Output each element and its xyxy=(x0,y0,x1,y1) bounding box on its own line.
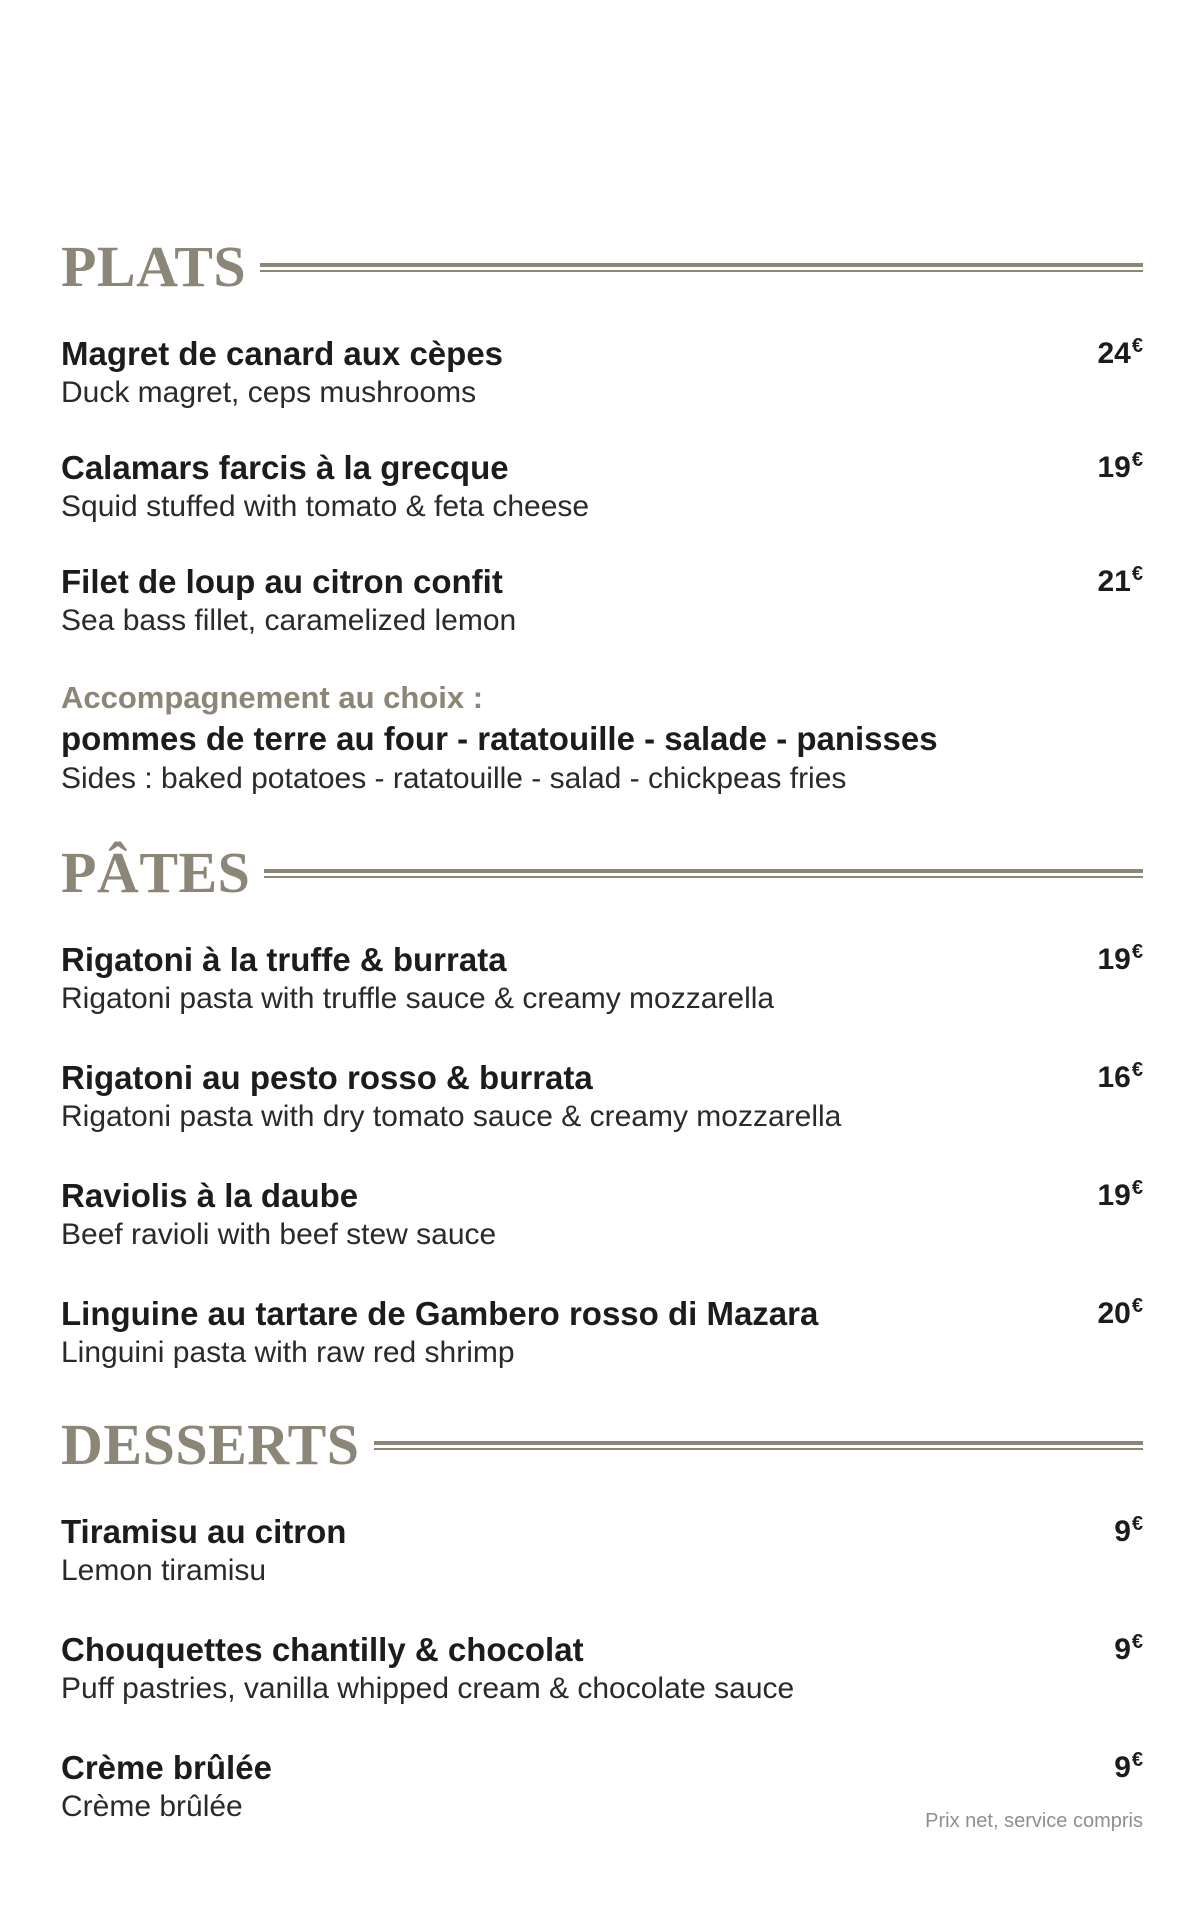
item-name: Filet de loup au citron confit xyxy=(61,563,503,600)
heading-divider xyxy=(264,869,1143,878)
item-description: Lemon tiramisu xyxy=(61,1554,267,1587)
currency-symbol: € xyxy=(1131,1631,1143,1653)
item-price: 19€ xyxy=(1097,449,1143,484)
footer-note: Prix net, service compris xyxy=(925,1810,1143,1832)
item-description: Rigatoni pasta with dry tomato sauce & creamy mozzarella xyxy=(61,1100,842,1133)
menu-item xyxy=(61,334,1143,412)
section-heading xyxy=(61,838,1143,908)
item-name: Crème brûlée xyxy=(61,1749,272,1786)
item-name: Tiramisu au citron xyxy=(61,1513,347,1550)
currency-symbol: € xyxy=(1131,1295,1143,1317)
item-description: Squid stuffed with tomato & feta cheese xyxy=(61,490,590,523)
menu-item xyxy=(61,1630,1143,1708)
menu-item xyxy=(61,1512,1143,1590)
currency-symbol: € xyxy=(1131,1513,1143,1535)
menu-item xyxy=(61,1058,1143,1136)
menu-item xyxy=(61,1176,1143,1254)
currency-symbol: € xyxy=(1131,1177,1143,1199)
currency-symbol: € xyxy=(1131,335,1143,357)
item-name: Magret de canard aux cèpes xyxy=(61,335,504,372)
section-desserts xyxy=(61,1410,1143,1480)
item-price: 9€ xyxy=(1114,1749,1143,1784)
sides-label: Accompagnement au choix : xyxy=(61,680,484,715)
item-price: 21€ xyxy=(1097,563,1143,598)
sides-english: Sides : baked potatoes - ratatouille - salad - chickpeas fries xyxy=(61,762,847,795)
item-name: Rigatoni à la truffe & burrata xyxy=(61,941,507,978)
item-description: Linguini pasta with raw red shrimp xyxy=(61,1336,515,1369)
item-description: Crème brûlée xyxy=(61,1790,243,1823)
item-description: Puff pastries, vanilla whipped cream & chocolate sauce xyxy=(61,1672,795,1705)
currency-symbol: € xyxy=(1131,449,1143,471)
menu-item xyxy=(61,1294,1143,1372)
menu-item xyxy=(61,448,1143,526)
item-price: 16€ xyxy=(1097,1059,1143,1094)
item-description: Beef ravioli with beef stew sauce xyxy=(61,1218,497,1251)
currency-symbol: € xyxy=(1131,1749,1143,1771)
section-pates xyxy=(61,838,1143,908)
section-heading xyxy=(61,1410,1143,1480)
section-heading xyxy=(61,232,1143,302)
currency-symbol: € xyxy=(1131,563,1143,585)
heading-divider xyxy=(374,1441,1143,1450)
menu-item xyxy=(61,562,1143,640)
sides-block xyxy=(61,678,1143,798)
item-name: Chouquettes chantilly & chocolat xyxy=(61,1631,584,1668)
heading-divider xyxy=(260,263,1143,272)
sides-french: pommes de terre au four - ratatouille - salade - panisses xyxy=(61,720,938,757)
item-name: Rigatoni au pesto rosso & burrata xyxy=(61,1059,593,1096)
section-plats xyxy=(61,232,1143,302)
item-description: Duck magret, ceps mushrooms xyxy=(61,376,477,409)
item-name: Linguine au tartare de Gambero rosso di Mazara xyxy=(61,1295,819,1332)
item-price: 24€ xyxy=(1097,335,1143,370)
item-description: Sea bass fillet, caramelized lemon xyxy=(61,604,517,637)
item-price: 9€ xyxy=(1114,1631,1143,1666)
item-price: 19€ xyxy=(1097,1177,1143,1212)
section-title: DESSERTS xyxy=(61,1412,360,1477)
section-title: PLATS xyxy=(61,234,247,299)
currency-symbol: € xyxy=(1131,941,1143,963)
item-description: Rigatoni pasta with truffle sauce & creamy mozzarella xyxy=(61,982,775,1015)
section-title: PÂTES xyxy=(61,840,251,905)
item-name: Raviolis à la daube xyxy=(61,1177,359,1214)
item-price: 20€ xyxy=(1097,1295,1143,1330)
currency-symbol: € xyxy=(1131,1059,1143,1081)
item-price: 19€ xyxy=(1097,941,1143,976)
menu-item xyxy=(61,940,1143,1018)
item-name: Calamars farcis à la grecque xyxy=(61,449,509,486)
item-price: 9€ xyxy=(1114,1513,1143,1548)
